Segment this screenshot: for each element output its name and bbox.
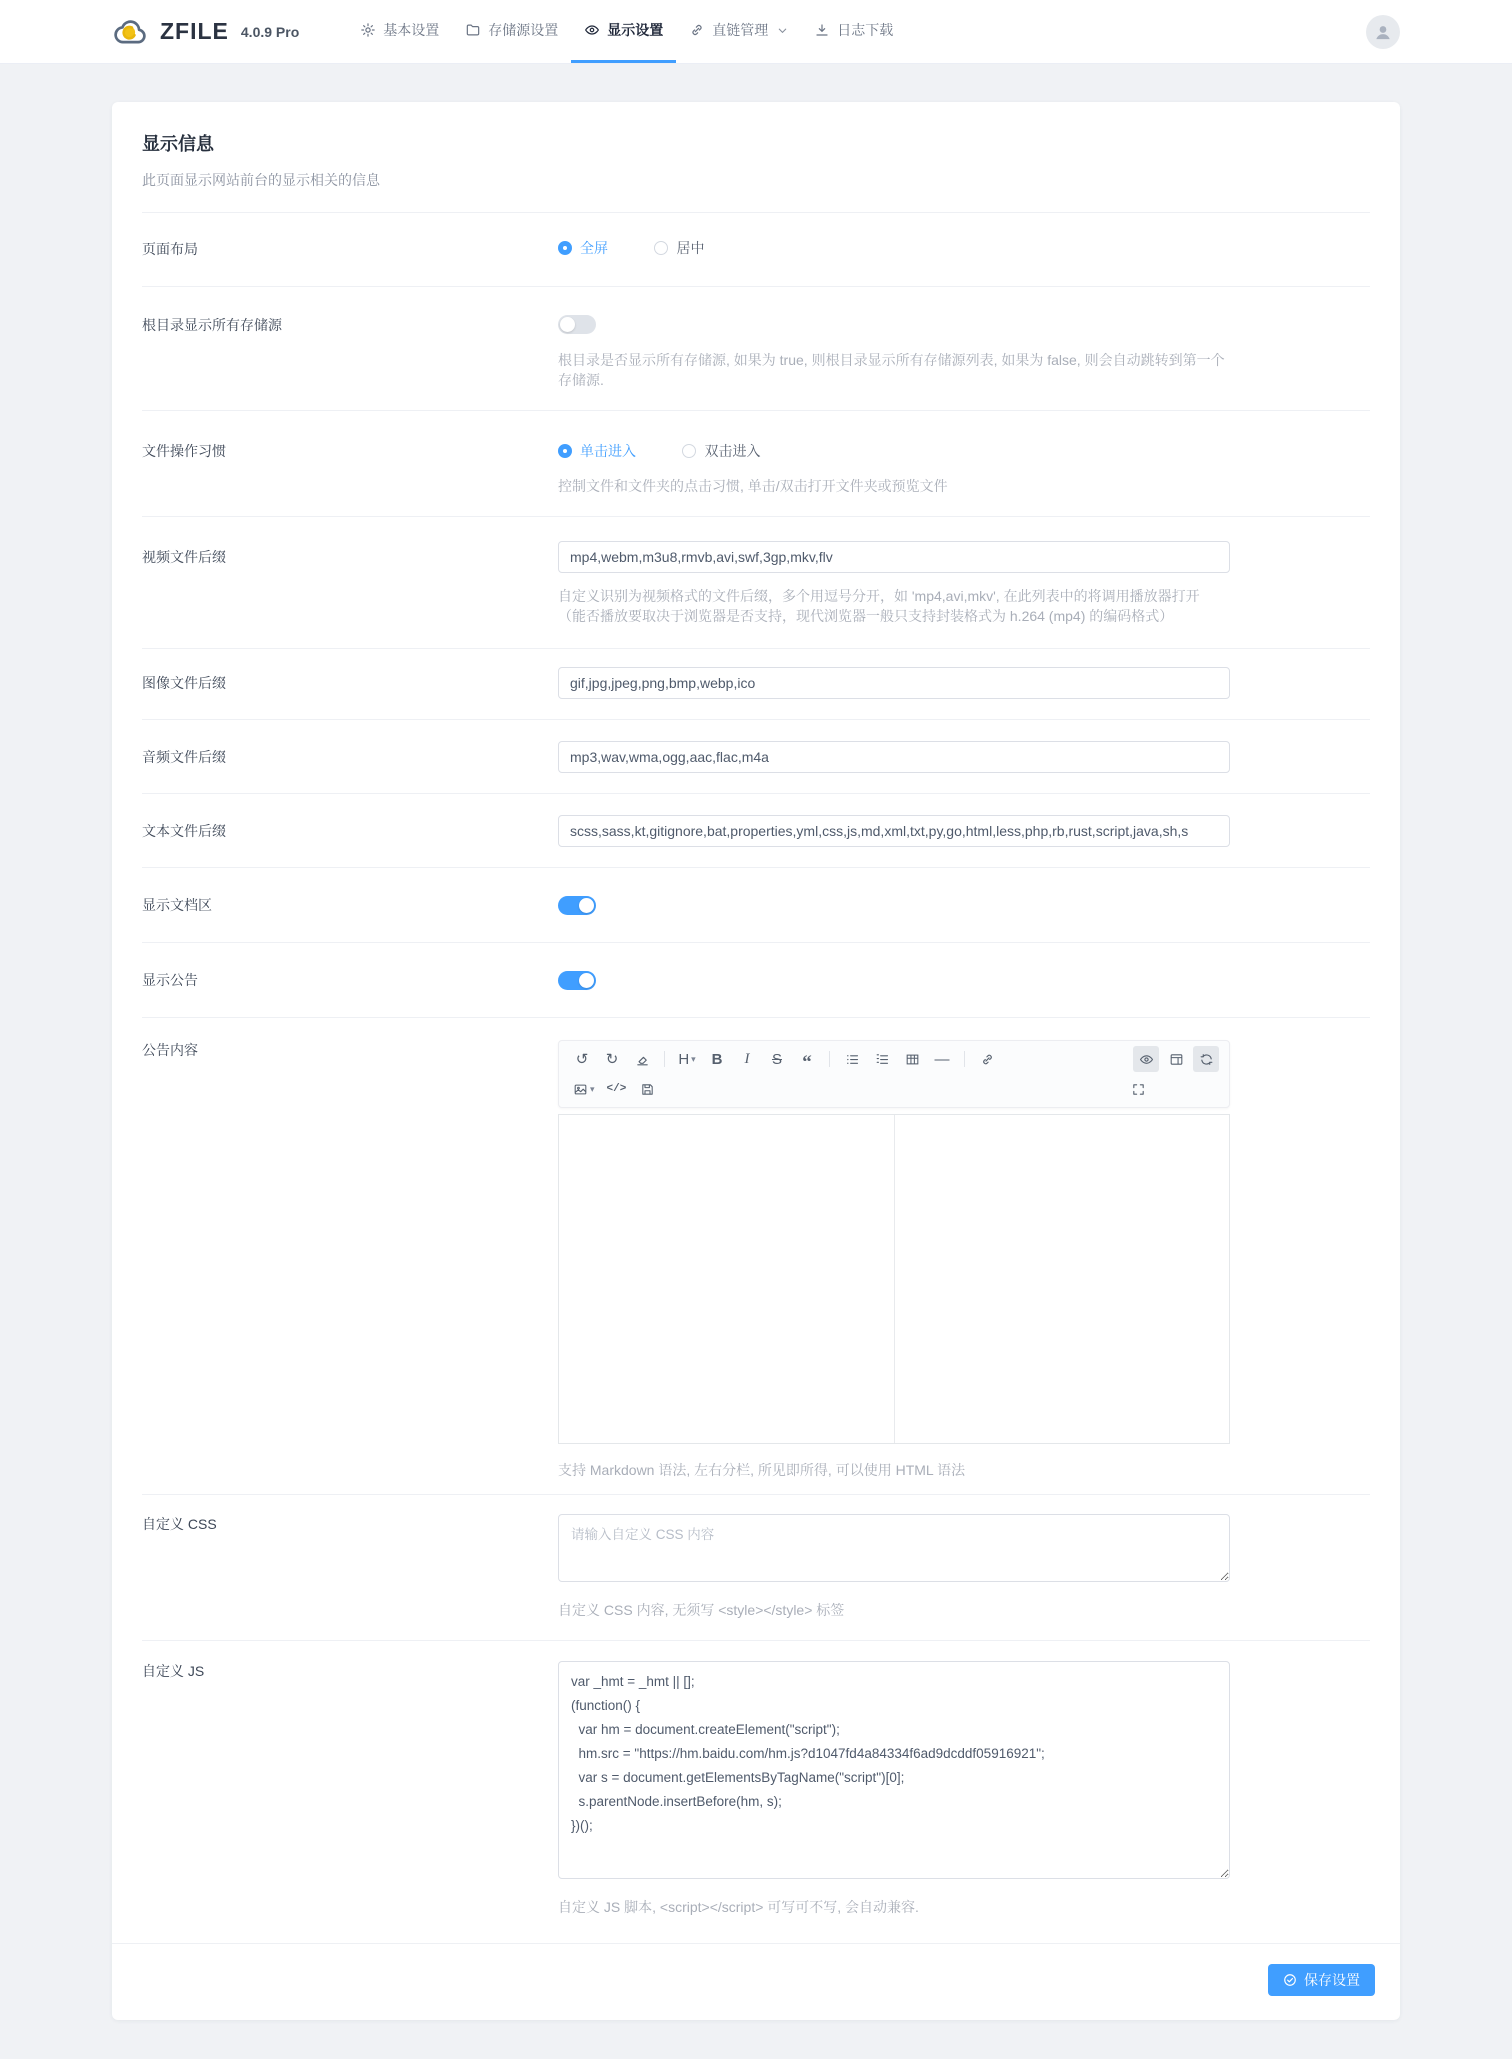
editor-edit-pane[interactable] xyxy=(559,1115,895,1443)
show-doc-toggle[interactable] xyxy=(558,896,596,915)
page-title: 显示信息 xyxy=(142,134,214,154)
row-show-doc-area xyxy=(142,868,1370,943)
radio-dot-icon xyxy=(558,241,572,255)
main-nav xyxy=(347,0,906,63)
row-page-layout xyxy=(142,213,1370,287)
row-audio-suffix xyxy=(142,720,1370,794)
row-root-show-all-storage xyxy=(142,287,1370,411)
field-label: 根目录显示所有存储源 xyxy=(142,317,282,333)
toolbar-divider xyxy=(829,1051,830,1067)
custom-css-textarea[interactable] xyxy=(558,1514,1230,1582)
field-hint: 自定义 JS 脚本, <script></script> 可写可不写, 会自动兼容. xyxy=(558,1899,919,1915)
insert-link-icon[interactable] xyxy=(974,1046,1000,1072)
card-footer xyxy=(112,1943,1400,2020)
radio-fullscreen[interactable]: 全屏 xyxy=(558,238,608,258)
field-label: 文件操作习惯 xyxy=(142,443,226,459)
field-hint: 自定义 CSS 内容, 无须写 <style></style> 标签 xyxy=(558,1602,845,1618)
toolbar-divider xyxy=(964,1051,965,1067)
page-subtitle: 此页面显示网站前台的显示相关的信息 xyxy=(142,172,380,188)
table-icon[interactable] xyxy=(899,1046,925,1072)
user-avatar-icon xyxy=(1373,22,1393,42)
editor-split-panes xyxy=(558,1114,1230,1444)
quote-icon[interactable]: “ xyxy=(802,1052,812,1073)
nav-item-display-settings[interactable]: 显示设置 xyxy=(571,0,676,63)
row-image-suffix xyxy=(142,649,1370,720)
hr-icon[interactable]: — xyxy=(934,1050,950,1068)
field-hint: 控制文件和文件夹的点击习惯, 单击/双击打开文件夹或预览文件 xyxy=(558,478,948,494)
bold-icon[interactable]: B xyxy=(711,1050,723,1068)
download-icon xyxy=(814,22,830,38)
field-label: 自定义 CSS xyxy=(142,1516,217,1532)
field-hint: 根目录是否显示所有存储源, 如果为 true, 则根目录显示所有存储源列表, 如果为 false, 则会自动跳转到第一个 存储源. xyxy=(558,352,1225,388)
eraser-icon[interactable] xyxy=(629,1046,655,1072)
list-ol-icon[interactable] xyxy=(869,1046,895,1072)
field-label: 图像文件后缀 xyxy=(142,675,226,691)
brand xyxy=(112,0,299,63)
gear-icon xyxy=(360,22,376,38)
row-custom-css xyxy=(142,1495,1370,1641)
field-label: 自定义 JS xyxy=(142,1663,205,1679)
check-circle-icon xyxy=(1283,1973,1297,1987)
radio-centered[interactable]: 居中 xyxy=(654,238,704,258)
row-custom-js xyxy=(142,1641,1370,1943)
field-label: 显示公告 xyxy=(142,972,198,988)
field-label: 文本文件后缀 xyxy=(142,823,226,839)
top-navbar xyxy=(0,0,1512,64)
text-suffix-input[interactable] xyxy=(558,815,1230,847)
field-label: 显示文档区 xyxy=(142,897,212,913)
display-settings-card xyxy=(112,102,1400,2020)
nav-item-direct-link[interactable]: 直链管理 xyxy=(676,0,801,63)
panel-layout-icon[interactable] xyxy=(1163,1046,1189,1072)
code-icon[interactable]: </> xyxy=(606,1083,627,1095)
radio-dot-icon xyxy=(682,444,696,458)
root-show-toggle[interactable] xyxy=(558,315,596,334)
show-announcement-toggle[interactable] xyxy=(558,971,596,990)
nav-item-basic-settings[interactable]: 基本设置 xyxy=(347,0,452,63)
row-show-announcement xyxy=(142,943,1370,1018)
italic-icon[interactable]: I xyxy=(744,1050,750,1067)
nav-item-log-download[interactable]: 日志下载 xyxy=(801,0,906,63)
user-avatar[interactable] xyxy=(1366,15,1400,49)
video-suffix-input[interactable] xyxy=(558,541,1230,573)
eye-icon xyxy=(584,22,600,38)
cloud-logo-icon xyxy=(112,13,150,51)
nav-item-storage-settings[interactable]: 存储源设置 xyxy=(452,0,571,63)
field-hint: 支持 Markdown 语法, 左右分栏, 所见即所得, 可以使用 HTML 语法 xyxy=(558,1462,966,1478)
undo-icon[interactable]: ↺ xyxy=(575,1051,589,1068)
field-hint: 自定义识别为视频格式的文件后缀，多个用逗号分开，如 'mp4,avi,mkv', 在此列表中的将调用播放器打开 （能否播放要取决于浏览器是否支持，现代浏览器一般只支持封装格式为 h.264 (mp4) 的编码格式） xyxy=(558,588,1200,624)
redo-icon[interactable]: ↻ xyxy=(605,1051,619,1068)
custom-js-textarea[interactable] xyxy=(558,1661,1230,1879)
audio-suffix-input[interactable] xyxy=(558,741,1230,773)
chevron-down-icon xyxy=(777,25,788,36)
editor-toolbar xyxy=(558,1040,1230,1108)
row-announcement-content xyxy=(142,1018,1370,1495)
field-label: 公告内容 xyxy=(142,1042,198,1058)
row-text-suffix xyxy=(142,794,1370,868)
preview-eye-icon[interactable] xyxy=(1133,1046,1159,1072)
image-suffix-input[interactable] xyxy=(558,667,1230,699)
radio-dot-icon xyxy=(654,241,668,255)
markdown-editor xyxy=(558,1040,1230,1444)
link-icon xyxy=(689,22,705,38)
brand-version: 4.0.9 Pro xyxy=(240,23,300,40)
radio-dot-icon xyxy=(558,444,572,458)
fullscreen-icon[interactable] xyxy=(1125,1076,1151,1102)
strike-icon[interactable]: S xyxy=(771,1050,782,1068)
folder-icon xyxy=(465,22,481,38)
heading-icon[interactable]: H ▾ xyxy=(678,1050,696,1068)
field-label: 页面布局 xyxy=(142,241,198,257)
row-video-suffix xyxy=(142,517,1370,649)
list-ul-icon[interactable] xyxy=(839,1046,865,1072)
sync-icon[interactable] xyxy=(1193,1046,1219,1072)
radio-single-click[interactable]: 单击进入 xyxy=(558,441,636,461)
toolbar-divider xyxy=(664,1051,665,1067)
brand-name: ZFILE xyxy=(160,18,229,44)
row-file-click-habit xyxy=(142,411,1370,517)
field-label: 视频文件后缀 xyxy=(142,549,226,565)
field-label: 音频文件后缀 xyxy=(142,749,226,765)
radio-double-click[interactable]: 双击进入 xyxy=(682,441,760,461)
save-settings-button[interactable]: 保存设置 xyxy=(1268,1964,1375,1996)
image-icon[interactable]: ▾ xyxy=(569,1076,599,1102)
editor-preview-pane xyxy=(895,1115,1230,1443)
save-icon[interactable] xyxy=(634,1076,660,1102)
